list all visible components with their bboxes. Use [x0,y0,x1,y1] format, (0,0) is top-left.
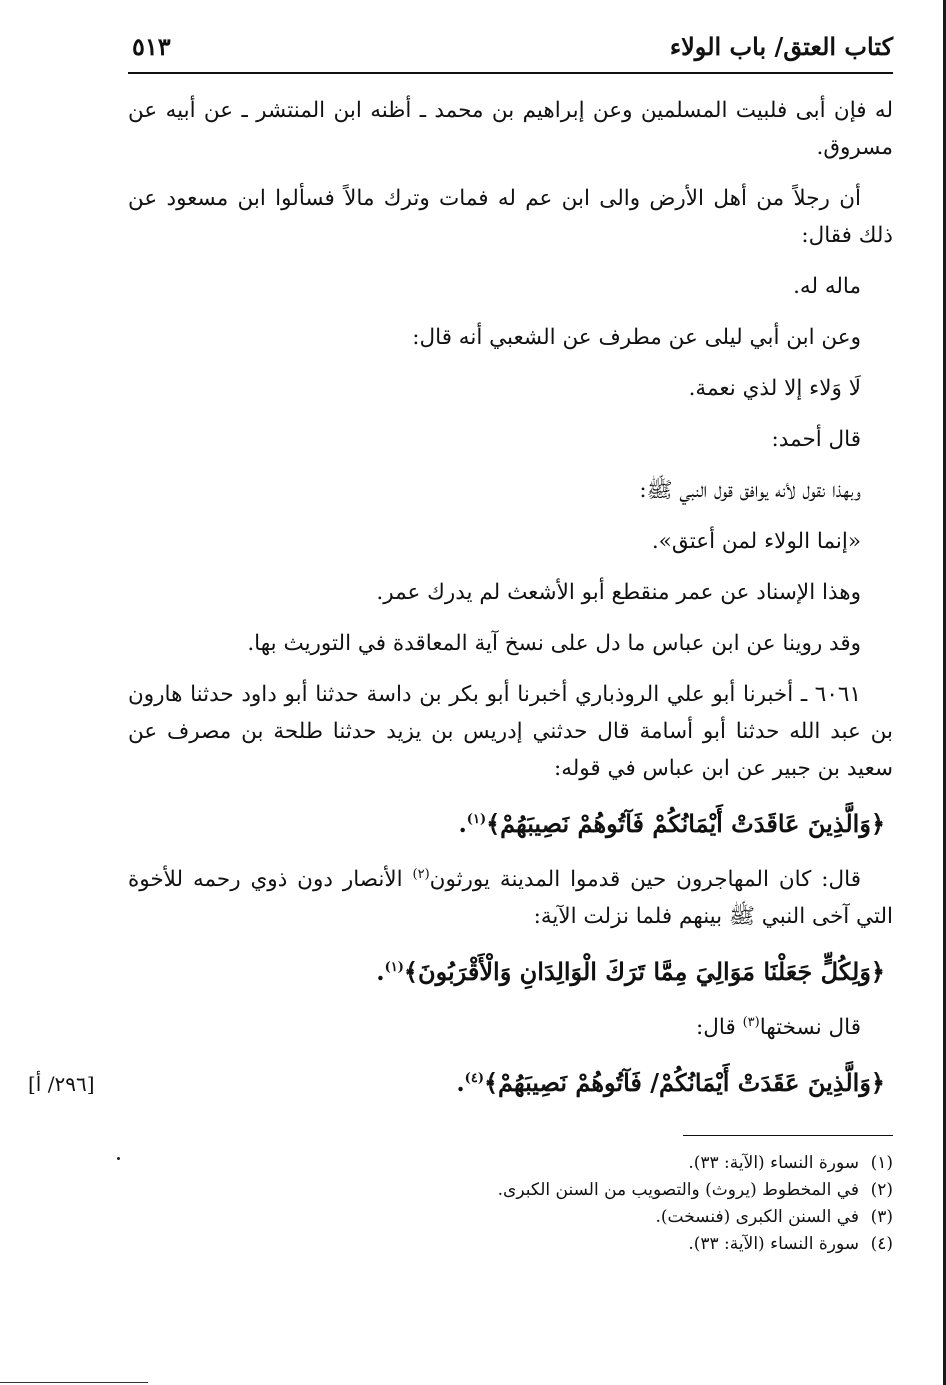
verse-text: ﴿وَالَّذِينَ عَقَدَتْ أَيْمَانُكُمْ/ فَآتُوهُمْ نَصِيبَهُمْ﴾ [483,1068,885,1098]
footnote-text: سورة النساء (الآية: ٣٣). [688,1153,859,1173]
quran-verse: ﴿وَالَّذِينَ عَاقَدَتْ أَيْمَانُكُمْ فَآتُوهُمْ نَصِيبَهُمْ﴾$^{(١)}$. [458,809,885,838]
paragraph: لَا وَلاء إلا لذي نعمة. [688,376,861,401]
footnote-marker: (١) [466,812,487,827]
scan-speck [117,1157,120,1160]
main-text [128,92,893,1115]
manuscript-folio-ref: [٢٩٦/ أ] [28,1072,95,1096]
paragraph: له فإن أبى فلبيت المسلمين وعن إبراهيم بن محمد ـ أظنه ابن المنتشر ـ عن أبيه عن مسروق. [128,98,893,160]
page-number: ٥١٣ [132,32,171,61]
footnote-number: (٢) [870,1180,893,1200]
footnote-marker: (٤) [464,1071,484,1087]
footnote-marker: (٣) [742,1015,760,1031]
paragraph [128,1004,893,1046]
scan-edge-line [0,1382,148,1383]
verse-text: ﴿وَلِكُلٍّ جَعَلْنَا مَوَالِيَ مِمَّا تَرَكَ الْوَالِدَانِ وَالْأَقْرَبُونَ﴾ [403,957,885,987]
paragraph: وبهذا نقول لأنه يوافق قول النبي ﷺ: [639,478,861,503]
running-title: كتاب العتق/ باب الولاء [669,32,893,61]
footnote-number: (٤) [870,1234,893,1254]
paragraph: قال أحمد: [771,427,861,452]
footnote-text: في السنن الكبرى (فنسخت). [655,1207,859,1227]
footnote [128,1177,893,1204]
footnote [128,1204,893,1231]
paragraph-text: قال نسختها [759,1015,861,1041]
paragraph: «إنما الولاء لمن أعتق». [651,529,861,554]
footnote [128,1150,893,1177]
paragraph-text: قال: كان المهاجرون حين قدموا المدينة يورثون [429,867,861,893]
quran-verse: ﴿وَلِكُلٍّ جَعَلْنَا مَوَالِيَ مِمَّا تَرَكَ الْوَالِدَانِ وَالْأَقْرَبُونَ﴾$^{(١)}$. [376,957,885,987]
footnote [128,1231,893,1258]
footnotes [128,1150,893,1258]
verse-text: ﴿وَالَّذِينَ عَاقَدَتْ أَيْمَانُكُمْ فَآتُوهُمْ نَصِيبَهُمْ﴾ [486,809,885,838]
paragraph-text: الأنصار دون ذوي رحمه للأخوة التي آخى النبي ﷺ بينهم فلما نزلت الآية: [128,867,893,930]
footnote-text: في المخطوط (يروث) والتصويب من السنن الكبرى. [497,1180,859,1200]
footnote-divider [683,1135,893,1136]
page-header [128,30,893,74]
footnote-marker: (١) [384,960,404,976]
hadith-paragraph: ٦٠٦١ ـ أخبرنا أبو علي الروذباري أخبرنا أبو بكر بن داسة حدثنا أبو داود حدثنا هارون بن عبد الله حدثنا أبو أسامة قال حدثني إدريس بن يزيد حدثنا طلحة بن مصرف عن سعيد بن جبير عن ابن عباس في قوله: [128,682,893,781]
paragraph: ماله له. [793,274,861,299]
paragraph: وهذا الإسناد عن عمر منقطع أبو الأشعث لم يدرك عمر. [376,580,861,605]
quran-verse: ﴿وَالَّذِينَ عَقَدَتْ أَيْمَانُكُمْ/ فَآتُوهُمْ نَصِيبَهُمْ﴾$^{(٤)}$. [456,1068,885,1098]
paragraph [128,856,893,935]
paragraph: وعن ابن أبي ليلى عن مطرف عن الشعبي أنه قال: [412,325,861,350]
footnote-number: (٣) [870,1207,893,1227]
footnote-text: سورة النساء (الآية: ٣٣). [688,1234,859,1254]
paragraph-text: قال: [696,1015,743,1041]
paragraph: وقد روينا عن ابن عباس ما دل على نسخ آية المعاقدة في التوريث بها. [247,631,861,656]
paragraph: أن رجلاً من أهل الأرض والى ابن عم له فمات وترك مالاً فسألوا ابن مسعود عن ذلك فقال: [128,186,893,248]
footnote-number: (١) [870,1153,893,1173]
footnote-marker: (٢) [412,867,430,882]
